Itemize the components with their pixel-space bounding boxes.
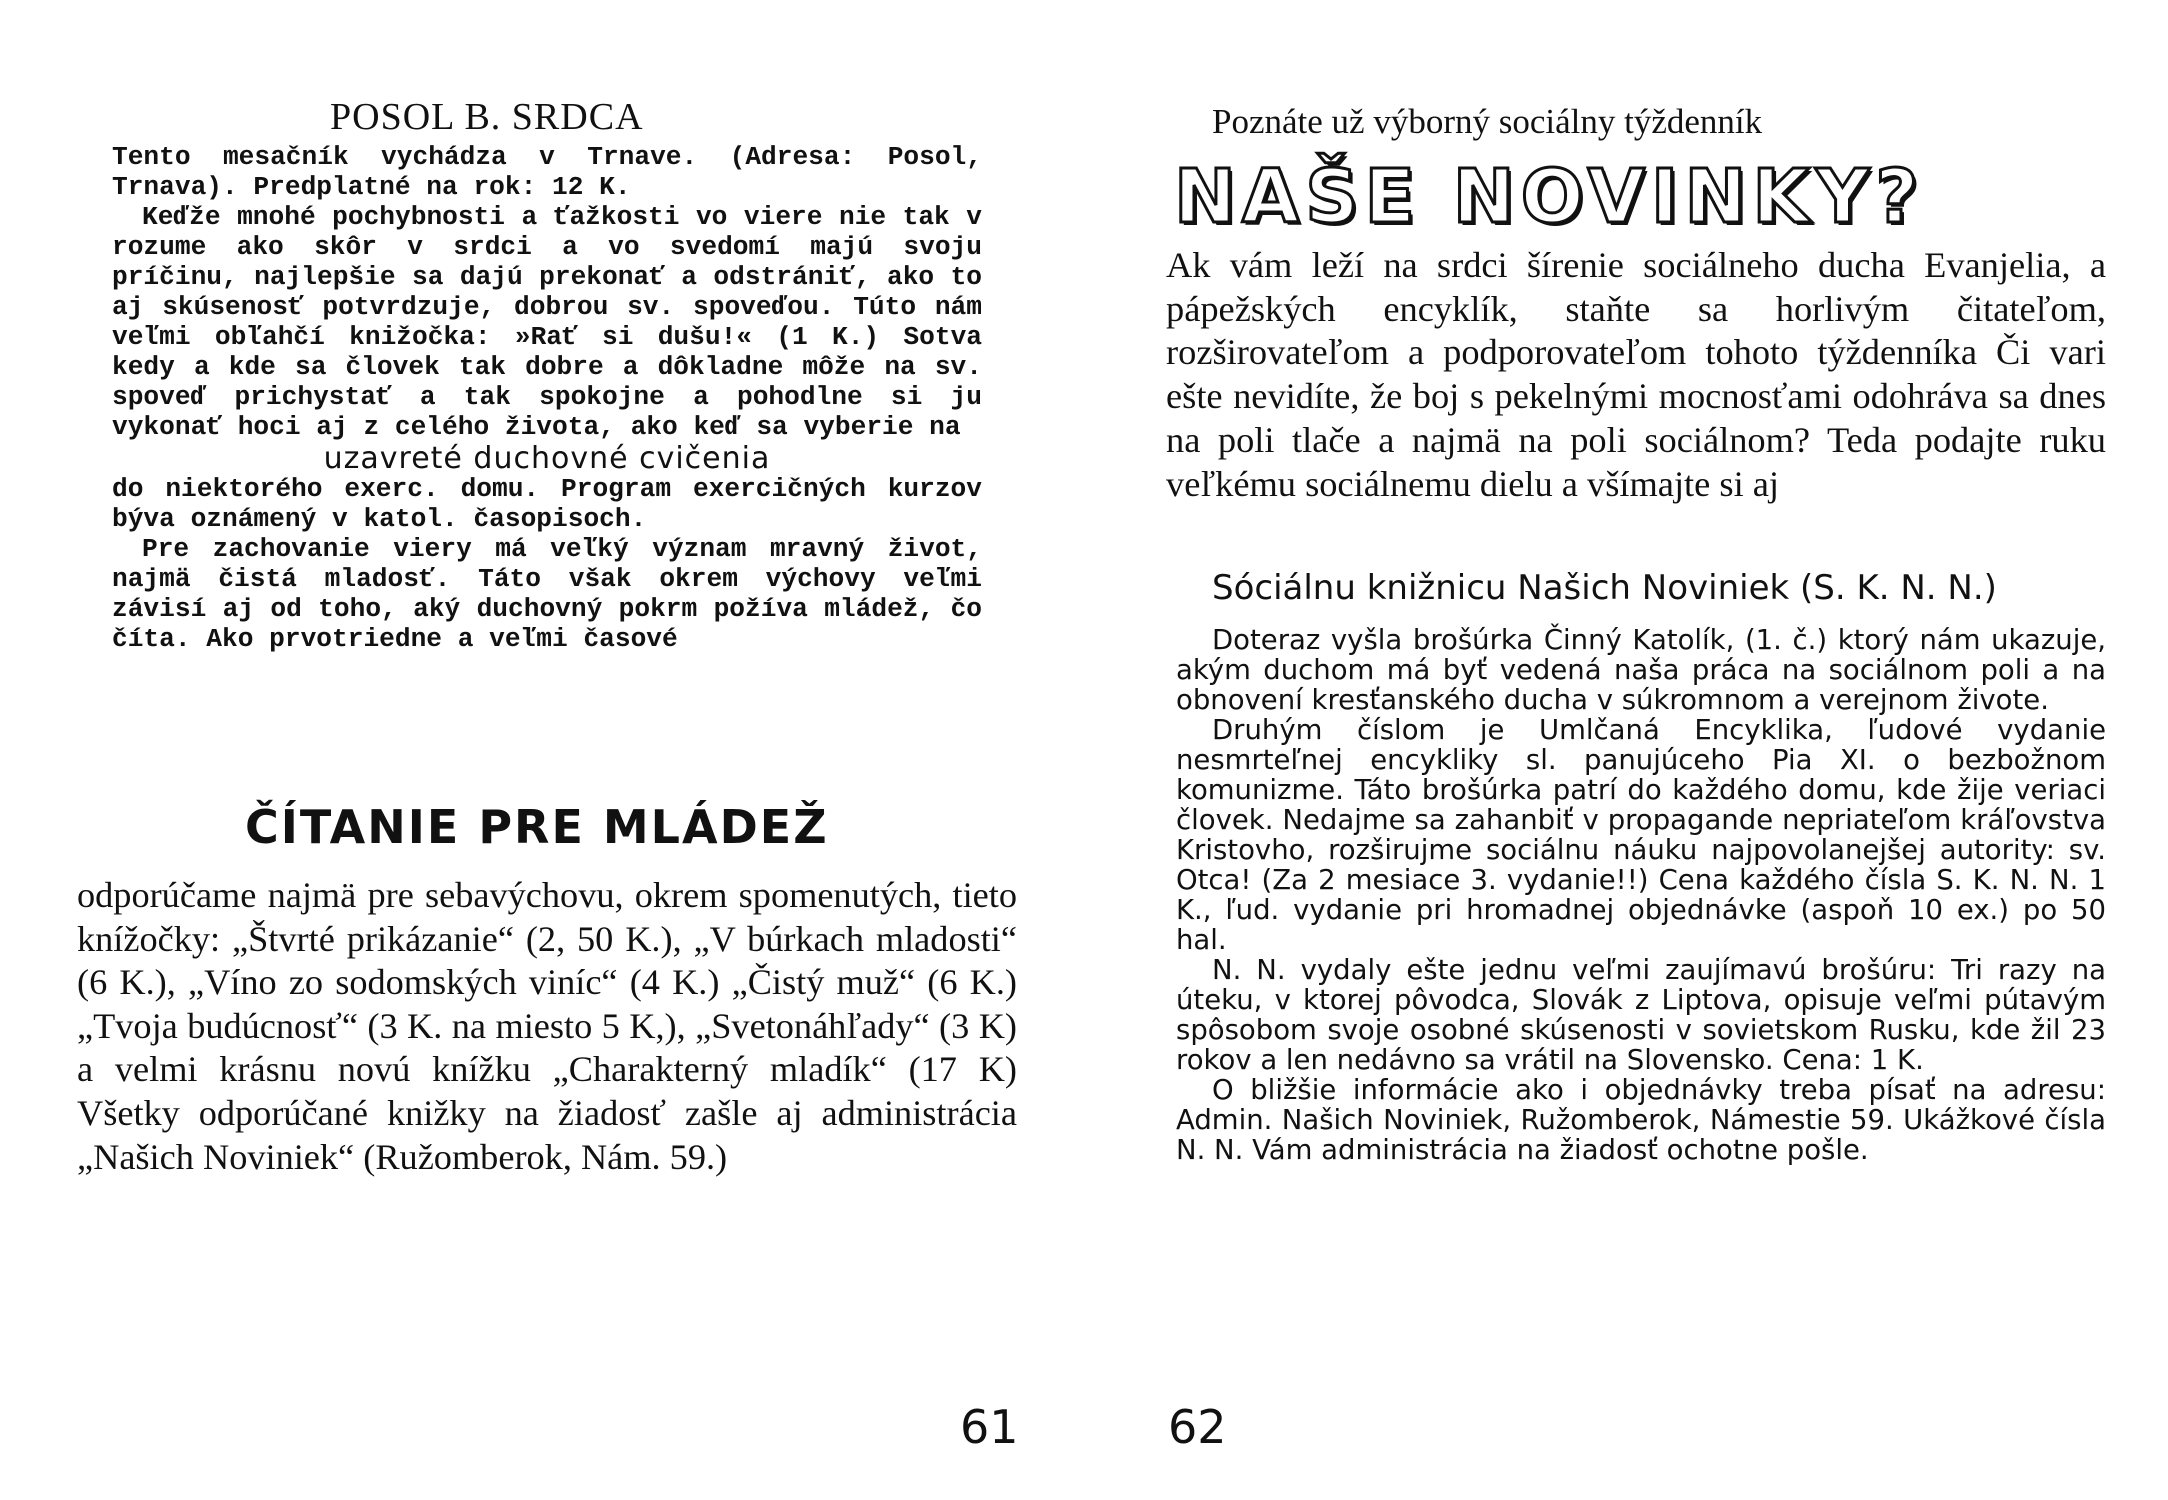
posol-paragraph: Pre zachovanie viery má veľký význam mravný život, najmä čistá mladosť. Táto však okrem výchovy veľmi závisí aj od toho, aký duchovný pokrm požíva mládež, čo číta. Ako prvotriedne a veľmi časové — [112, 534, 982, 654]
notes-block — [1176, 625, 2106, 1165]
citanie-body: odporúčame najmä pre sebavýchovu, okrem spomenutých, tieto knížočky: „Štvrté prikázanie“ (2, 50 K.), „V búrkach mladosti“ (6 K.), „Víno zo sodomských viníc“ (4 K.) „Čistý muž“ (6 K.) „Tvoja budúcnosť“ (3 K. na miesto 5 K,), „Svetonáhľady“ (3 K) a velmi krásnu novú knížku „Charakterný mladík“ (17 K) Všetky odporúčané knižky na žiadosť zašle aj administrácia „Našich Noviniek“ (Ružomberok, Nám. 59.) — [77, 875, 1017, 1177]
section-subhead: Sóciálnu knižnicu Našich Noviniek (S. K. N. N.) — [1212, 568, 1997, 608]
posol-paragraph: Tento mesačník vychádza v Trnave. (Adresa: Posol, Trnava). Predplatné na rok: 12 K. — [112, 142, 982, 202]
citanie-title: ČÍTANIE PRE MLÁDEŽ — [245, 800, 829, 854]
big-title: NAŠE NOVINKY? — [1174, 154, 1925, 240]
page-number: 61 — [960, 1400, 1019, 1454]
page-number: 62 — [1168, 1400, 1227, 1454]
posol-paragraph: Keďže mnohé pochybnosti a ťažkosti vo viere nie tak v rozume ako skôr v srdci a vo svedomí majú svoju príčinu, najlepšie sa dajú prekonať a odstrániť, ako to aj skúsenosť potvrdzuje, dobrou sv. spoveďou. Túto nám veľmi obľahčí knižočka: »Rať si dušu!« (1 K.) Sotva kedy a kde sa človek tak dobre a dôkladne môže na sv. spoveď prichystať a tak spokojne a pohodlne si ju vykonať hoci aj z celého života, ako keď sa vyberie na — [112, 202, 982, 442]
posol-paragraph: do niektorého exerc. domu. Program exercičných kurzov býva oznámený v katol. časopisoch. — [112, 474, 982, 534]
intro-line: Poznáte už výborný sociálny týždenník — [1212, 102, 1763, 141]
main-paragraph: Ak vám leží na srdci šírenie sociálneho ducha Evanjelia, a pápežských encyklík, staňte sa horlivým čitateľom, rozširovateľom a podporovateľom tohoto týždenníka Či vari ešte nevidíte, že boj s pekelnými mocnosťami odohráva sa dnes na poli tlače a najmä na poli sociálnom? Teda podajte ruku veľkému sociálnemu dielu a všímajte si aj — [1166, 245, 2106, 504]
right-page — [1084, 0, 2168, 1500]
posol-article — [112, 142, 982, 654]
posol-title: POSOL B. SRDCA — [330, 96, 644, 138]
note-paragraph: O bližšie informácie ako i objednávky treba písať na adresu: Admin. Našich Noviniek, Ružomberok, Námestie 59. Ukážkové čísla N. N. Vám administrácia na žiadosť ochotne pošle. — [1176, 1074, 2106, 1166]
posol-subhead: uzavreté duchovné cvičenia — [323, 441, 771, 476]
note-paragraph: Doteraz vyšla brošúrka Činný Katolík, (1. č.) ktorý nám ukazuje, akým duchom má byť vedená naša práca na sociálnom poli a na obnovení kresťanského ducha v súkromnom a verejnom živote. — [1176, 624, 2106, 716]
note-paragraph: Druhým číslom je Umlčaná Encyklika, ľudové vydanie nesmrteľnej encykliky sl. panujúceho Pia XI. o bezbožnom komunizme. Táto brošúrka patrí do každého domu, kde žije veriaci človek. Nedajme sa zahanbiť v propagande nepriateľom kráľovstva Kristovho, rozširujme sociálnu náuku najpovolanejšej autority: sv. Otca! (Za 2 mesiace 3. vydanie!!) Cena každého čísla S. K. N. N. 1 K., ľud. vydanie pri hromadnej objednávke (aspoň 10 ex.) po 50 hal. — [1176, 714, 2106, 956]
note-paragraph: N. N. vydaly ešte jednu veľmi zaujímavú brošúru: Tri razy na úteku, v ktorej pôvodca, Slovák z Liptova, opisuje veľmi pútavým spôsobom svoje osobné skúsenosti v sovietskom Rusku, kde žil 23 rokov a len nedávno sa vrátil na Slovensko. Cena: 1 K. — [1176, 954, 2106, 1076]
